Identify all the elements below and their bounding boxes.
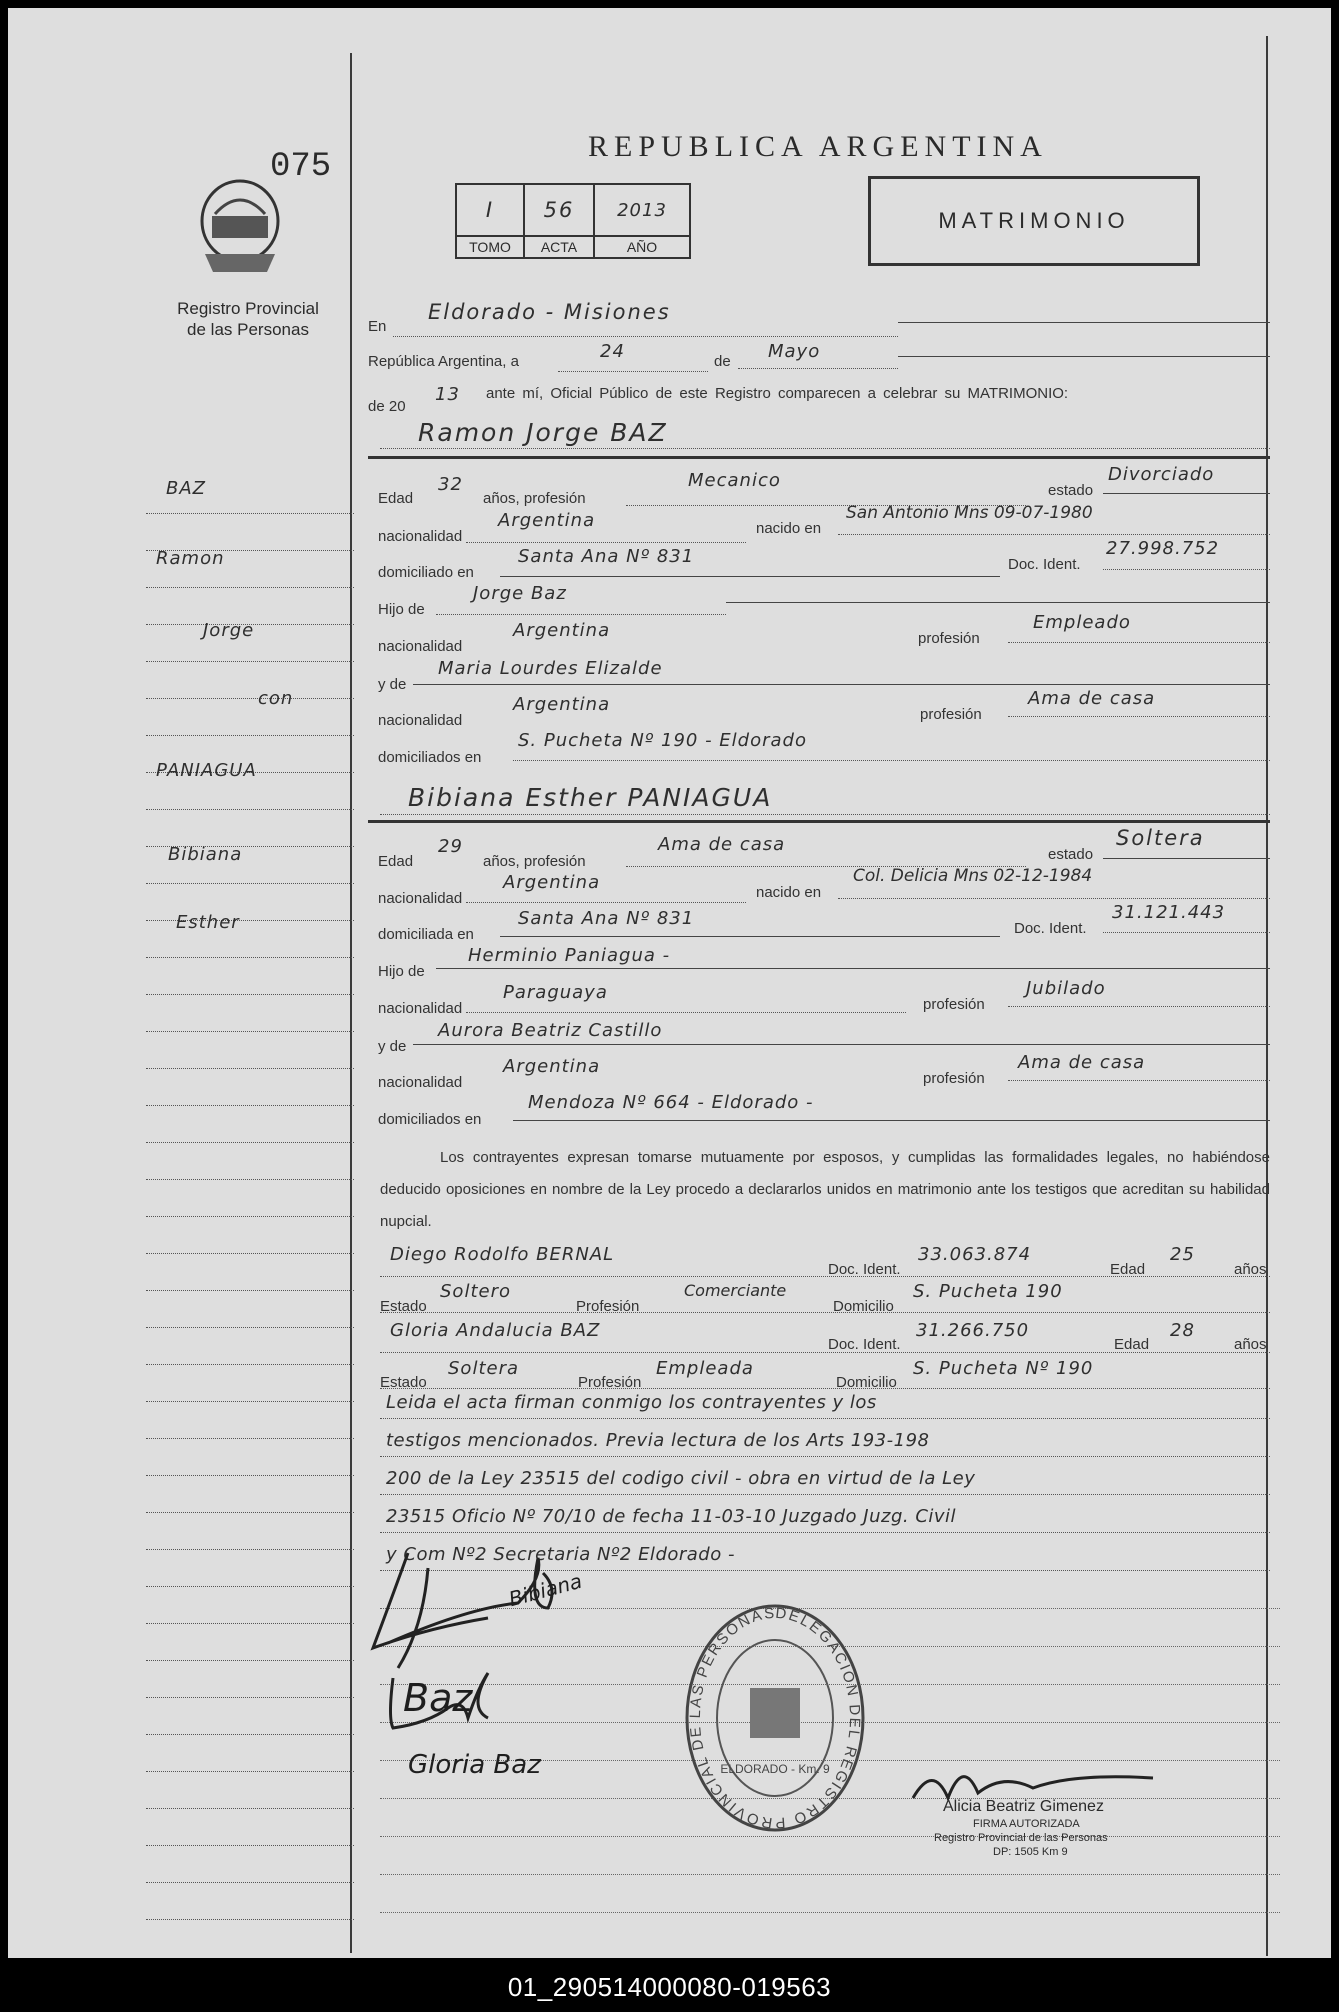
document-type-box: MATRIMONIO bbox=[868, 176, 1200, 266]
document-page bbox=[8, 8, 1331, 1958]
groom-parents-dom-label: domiciliados en bbox=[378, 749, 482, 766]
place-value: Eldorado - Misiones bbox=[428, 300, 671, 324]
acta-label: ACTA bbox=[524, 236, 594, 258]
stamp-inner-text: ELDORADO - Km. 9 bbox=[720, 1762, 830, 1776]
margin-ruling bbox=[146, 1438, 354, 1439]
bride-father-nac-label: nacionalidad bbox=[378, 1000, 463, 1017]
note-ruling bbox=[380, 1494, 1270, 1495]
bride-name-line bbox=[380, 814, 1270, 815]
groom-divider bbox=[368, 456, 1270, 459]
tomo-value: I bbox=[485, 198, 495, 222]
anio-value: 2013 bbox=[617, 199, 667, 221]
witness2-doc-label: Doc. Ident. bbox=[828, 1336, 901, 1353]
margin-ruling bbox=[146, 698, 354, 699]
groom-anos-profesion-label: años, profesión bbox=[483, 490, 586, 507]
witness1-line bbox=[380, 1276, 1270, 1277]
margin-ruling bbox=[146, 809, 354, 810]
groom-domicilio: Santa Ana Nº 831 bbox=[518, 546, 695, 567]
margin-ruling bbox=[146, 1216, 354, 1217]
groom-nacionalidad: Argentina bbox=[498, 510, 596, 531]
witness2-edad-label: Edad bbox=[1114, 1336, 1150, 1353]
witness1-estado-label: Estado bbox=[380, 1298, 427, 1315]
margin-ruling bbox=[146, 1771, 354, 1772]
groom-hijo-label: Hijo de bbox=[378, 601, 425, 618]
margin-ruling bbox=[146, 1549, 354, 1550]
witness2-name: Gloria Andalucia BAZ bbox=[390, 1320, 601, 1341]
margin-ruling bbox=[146, 1290, 354, 1291]
anio-label: AÑO bbox=[594, 236, 690, 258]
witness2-domicilio: S. Pucheta Nº 190 bbox=[913, 1358, 1094, 1379]
witness1-edad: 25 bbox=[1170, 1244, 1195, 1265]
bride-estado-line bbox=[1103, 858, 1270, 859]
day-line bbox=[558, 371, 708, 372]
official-line2: Registro Provincial de las Personas bbox=[934, 1832, 1108, 1844]
note-line: y Com Nº2 Secretaria Nº2 Eldorado - bbox=[386, 1544, 735, 1565]
witness2-line bbox=[380, 1352, 1270, 1353]
witness1-doc-label: Doc. Ident. bbox=[828, 1261, 901, 1278]
bride-mother-prof-label: profesión bbox=[923, 1070, 985, 1087]
margin-name: BAZ bbox=[166, 478, 206, 499]
groom-nacionalidad-label: nacionalidad bbox=[378, 528, 463, 545]
misiones-seal-icon bbox=[195, 176, 285, 281]
note-ruling bbox=[380, 1418, 1270, 1419]
groom-nac-line bbox=[466, 542, 746, 543]
right-page-border bbox=[1266, 36, 1268, 1956]
bride-anos-profesion-label: años, profesión bbox=[483, 853, 586, 870]
official-name: Alicia Beatriz Gimenez bbox=[943, 1798, 1104, 1815]
month-line bbox=[738, 368, 898, 369]
groom-mother-nac: Argentina bbox=[513, 694, 611, 715]
groom-doc: 27.998.752 bbox=[1106, 538, 1220, 559]
margin-name: Bibiana bbox=[168, 844, 243, 865]
margin-ruling bbox=[146, 1142, 354, 1143]
margin-ruling bbox=[146, 1031, 354, 1032]
witness2-profesion: Empleada bbox=[656, 1358, 754, 1379]
margin-ruling bbox=[146, 1845, 354, 1846]
groom-edad: 32 bbox=[438, 474, 463, 495]
bride-estado: Soltera bbox=[1116, 826, 1205, 850]
country-title: REPUBLICA ARGENTINA bbox=[588, 130, 1048, 163]
groom-nacido-line bbox=[838, 534, 1270, 535]
day-value: 24 bbox=[600, 341, 625, 362]
groom-father-line bbox=[436, 614, 726, 615]
witness2-anos-label: años bbox=[1234, 1336, 1267, 1353]
margin-name: Ramon bbox=[156, 548, 225, 569]
groom-father-nac: Argentina bbox=[513, 620, 611, 641]
bride-doc-line bbox=[1103, 932, 1270, 933]
margin-ruling bbox=[146, 1586, 354, 1587]
bride-edad-label: Edad bbox=[378, 853, 414, 870]
groom-mother-prof-line bbox=[1008, 716, 1270, 717]
groom-mother-line bbox=[413, 684, 1270, 685]
witness2-edad: 28 bbox=[1170, 1320, 1195, 1341]
margin-ruling bbox=[146, 1919, 354, 1920]
groom-estado-line bbox=[1103, 493, 1270, 494]
en-label: En bbox=[368, 318, 387, 335]
witness1-profesion-label: Profesión bbox=[576, 1298, 640, 1315]
bride-parents-dom: Mendoza Nº 664 - Eldorado - bbox=[528, 1092, 814, 1113]
bride-hijo-label: Hijo de bbox=[378, 963, 425, 980]
declaration-text: Los contrayentes expresan tomarse mutuamente por esposos, y cumplidas las formalidades legales, no habiéndose deducido oposiciones en nombre de la Ley procedo a declararlos unidos en matrimonio ante los testigos que acreditan su habilidad nupcial. bbox=[380, 1149, 1270, 1230]
margin-ruling bbox=[146, 1401, 354, 1402]
margin-ruling bbox=[146, 1179, 354, 1180]
witness1-domicilio: S. Pucheta 190 bbox=[913, 1281, 1063, 1302]
bride-nacionalidad-label: nacionalidad bbox=[378, 890, 463, 907]
groom-dom-line bbox=[500, 576, 1000, 577]
margin-ruling bbox=[146, 1364, 354, 1365]
groom-mother-prof-label: profesión bbox=[920, 706, 982, 723]
left-column-divider bbox=[350, 53, 352, 1953]
note-line: Leida el acta firman conmigo los contrayentes y los bbox=[386, 1392, 877, 1413]
groom-mother-prof: Ama de casa bbox=[1028, 688, 1156, 709]
margin-name: PANIAGUA bbox=[156, 760, 257, 781]
witness2-estado: Soltera bbox=[448, 1358, 520, 1379]
bride-divider bbox=[368, 820, 1270, 823]
groom-nacido: San Antonio Mns 09-07-1980 bbox=[846, 503, 1093, 523]
witness1-profesion: Comerciante bbox=[684, 1281, 787, 1300]
margin-ruling bbox=[146, 994, 354, 995]
witness1-edad-label: Edad bbox=[1110, 1261, 1146, 1278]
note-ruling bbox=[380, 1456, 1270, 1457]
margin-ruling bbox=[146, 1882, 354, 1883]
bride-dom-line bbox=[500, 936, 1000, 937]
bride-nacionalidad: Argentina bbox=[503, 872, 601, 893]
margin-ruling bbox=[146, 661, 354, 662]
groom-profesion: Mecanico bbox=[688, 470, 781, 491]
groom-yde-label: y de bbox=[378, 676, 407, 693]
margin-ruling bbox=[146, 1512, 354, 1513]
witness-signature: Gloria Baz bbox=[408, 1750, 541, 1780]
tomo-label: TOMO bbox=[456, 236, 524, 258]
content-ruling bbox=[380, 1912, 1280, 1913]
groom-father-line-solid bbox=[726, 602, 1270, 603]
bride-parents-line bbox=[513, 1120, 1270, 1121]
registry-name: Registro Provincial de las Personas bbox=[177, 299, 319, 339]
en-line bbox=[393, 336, 898, 337]
groom-parents-line bbox=[513, 760, 1270, 761]
de20-label: de 20 bbox=[368, 398, 406, 415]
footer-id: 01_290514000080-019563 bbox=[507, 1972, 832, 2002]
witness1-line2 bbox=[380, 1312, 1270, 1313]
margin-ruling bbox=[146, 1327, 354, 1328]
bride-father-prof-label: profesión bbox=[923, 996, 985, 1013]
margin-ruling bbox=[146, 1697, 354, 1698]
note-ruling bbox=[380, 1532, 1270, 1533]
groom-father: Jorge Baz bbox=[473, 583, 567, 604]
bride-estado-label: estado bbox=[1048, 846, 1094, 863]
witness1-domicilio-label: Domicilio bbox=[833, 1298, 894, 1315]
witness1-anos-label: años bbox=[1234, 1261, 1267, 1278]
bride-mother-nac: Argentina bbox=[503, 1056, 601, 1077]
bride-domiciliada-label: domiciliada en bbox=[378, 926, 474, 943]
official-line1: FIRMA AUTORIZADA bbox=[973, 1818, 1080, 1830]
bride-nacido-line bbox=[838, 898, 1270, 899]
bride-father-nac-line bbox=[466, 1012, 906, 1013]
bride-nacido-label: nacido en bbox=[756, 884, 822, 901]
margin-ruling bbox=[146, 1623, 354, 1624]
bride-edad: 29 bbox=[438, 836, 463, 857]
margin-ruling bbox=[146, 1068, 354, 1069]
bride-doc: 31.121.443 bbox=[1112, 902, 1226, 923]
official-line3: DP: 1505 Km 9 bbox=[993, 1846, 1068, 1858]
republica-label: República Argentina, a bbox=[368, 353, 519, 370]
document-number: 075 bbox=[270, 148, 332, 186]
bride-name: Bibiana Esther PANIAGUA bbox=[408, 783, 773, 812]
groom-mother: Maria Lourdes Elizalde bbox=[438, 658, 663, 679]
bride-signature: Bibiana bbox=[506, 1568, 585, 1612]
groom-doc-label: Doc. Ident. bbox=[1008, 556, 1081, 573]
witness2-domicilio-label: Domicilio bbox=[836, 1374, 897, 1391]
witness2-profesion-label: Profesión bbox=[578, 1374, 642, 1391]
bride-mother-prof: Ama de casa bbox=[1018, 1052, 1146, 1073]
groom-estado: Divorciado bbox=[1108, 464, 1215, 485]
bride-domicilio: Santa Ana Nº 831 bbox=[518, 908, 695, 929]
registry-stamp bbox=[680, 1598, 870, 1838]
bride-father-nac: Paraguaya bbox=[503, 982, 608, 1003]
bride-parents-dom-label: domiciliados en bbox=[378, 1111, 482, 1128]
groom-parents-dom: S. Pucheta Nº 190 - Eldorado bbox=[518, 730, 807, 751]
note-line: testigos mencionados. Previa lectura de los Arts 193-198 bbox=[386, 1430, 930, 1451]
margin-ruling bbox=[146, 1808, 354, 1809]
margin-ruling bbox=[146, 957, 354, 958]
groom-nacido-label: nacido en bbox=[756, 520, 822, 537]
witness2-estado-label: Estado bbox=[380, 1374, 427, 1391]
month-value: Mayo bbox=[768, 341, 821, 362]
groom-father-prof: Empleado bbox=[1033, 612, 1131, 633]
margin-ruling bbox=[146, 1660, 354, 1661]
bride-mother: Aurora Beatriz Castillo bbox=[438, 1020, 663, 1041]
content-ruling bbox=[380, 1874, 1280, 1875]
groom-doc-line bbox=[1103, 569, 1270, 570]
groom-father-prof-line bbox=[1008, 642, 1270, 643]
margin-ruling bbox=[146, 1253, 354, 1254]
witness1-doc: 33.063.874 bbox=[918, 1244, 1032, 1265]
note-line: 23515 Oficio Nº 70/10 de fecha 11-03-10 Juzgado Juzg. Civil bbox=[386, 1506, 957, 1527]
bride-father-prof-line bbox=[1008, 1006, 1270, 1007]
bride-nacido: Col. Delicia Mns 02-12-1984 bbox=[853, 866, 1093, 886]
groom-edad-label: Edad bbox=[378, 490, 414, 507]
groom-domiciliado-label: domiciliado en bbox=[378, 564, 474, 581]
groom-estado-label: estado bbox=[1048, 482, 1094, 499]
bride-doc-label: Doc. Ident. bbox=[1014, 920, 1087, 937]
witness1-name: Diego Rodolfo BERNAL bbox=[390, 1244, 615, 1265]
margin-name: Esther bbox=[176, 912, 240, 933]
groom-father-nac-label: nacionalidad bbox=[378, 638, 463, 655]
de-label: de bbox=[714, 353, 731, 370]
witness2-line2 bbox=[380, 1388, 1270, 1389]
margin-name: con bbox=[258, 688, 294, 709]
margin-ruling bbox=[146, 883, 354, 884]
bride-nac-line bbox=[466, 902, 746, 903]
note-line: 200 de la Ley 23515 del codigo civil - obra en virtud de la Ley bbox=[386, 1468, 976, 1489]
margin-ruling bbox=[146, 587, 354, 588]
bride-yde-label: y de bbox=[378, 1038, 407, 1055]
en-line-solid bbox=[898, 322, 1270, 323]
groom-name-line bbox=[380, 448, 1270, 449]
groom-father-prof-label: profesión bbox=[918, 630, 980, 647]
tomo-acta-anio-table bbox=[455, 183, 691, 259]
groom-signature: Baz bbox=[403, 1676, 473, 1720]
bride-mother-prof-line bbox=[1008, 1080, 1270, 1081]
acta-value: 56 bbox=[543, 198, 575, 222]
bride-father-line bbox=[436, 968, 1270, 969]
year-suffix: 13 bbox=[435, 384, 460, 405]
witness1-estado: Soltero bbox=[440, 1281, 511, 1302]
bride-mother-line bbox=[413, 1044, 1270, 1045]
margin-ruling bbox=[146, 1475, 354, 1476]
groom-name: Ramon Jorge BAZ bbox=[418, 418, 668, 447]
ante-text: ante mí, Oficial Público de este Registro comparecen a celebrar su MATRIMONIO: bbox=[486, 385, 1069, 402]
witness2-doc: 31.266.750 bbox=[916, 1320, 1030, 1341]
margin-ruling bbox=[146, 1734, 354, 1735]
margin-ruling bbox=[146, 513, 354, 514]
bride-father-prof: Jubilado bbox=[1026, 978, 1106, 999]
margin-ruling bbox=[146, 735, 354, 736]
groom-mother-nac-label: nacionalidad bbox=[378, 712, 463, 729]
margin-name: Jorge bbox=[203, 620, 255, 641]
bride-father: Herminio Paniagua - bbox=[468, 945, 671, 966]
stamp-ring-text: DELEGACION DEL REGISTRO PROVINCIAL DE LAS PERSONAS bbox=[686, 1604, 864, 1832]
bride-mother-nac-label: nacionalidad bbox=[378, 1074, 463, 1091]
margin-ruling bbox=[146, 1105, 354, 1106]
bride-profesion: Ama de casa bbox=[658, 834, 786, 855]
month-line-solid bbox=[898, 356, 1270, 357]
